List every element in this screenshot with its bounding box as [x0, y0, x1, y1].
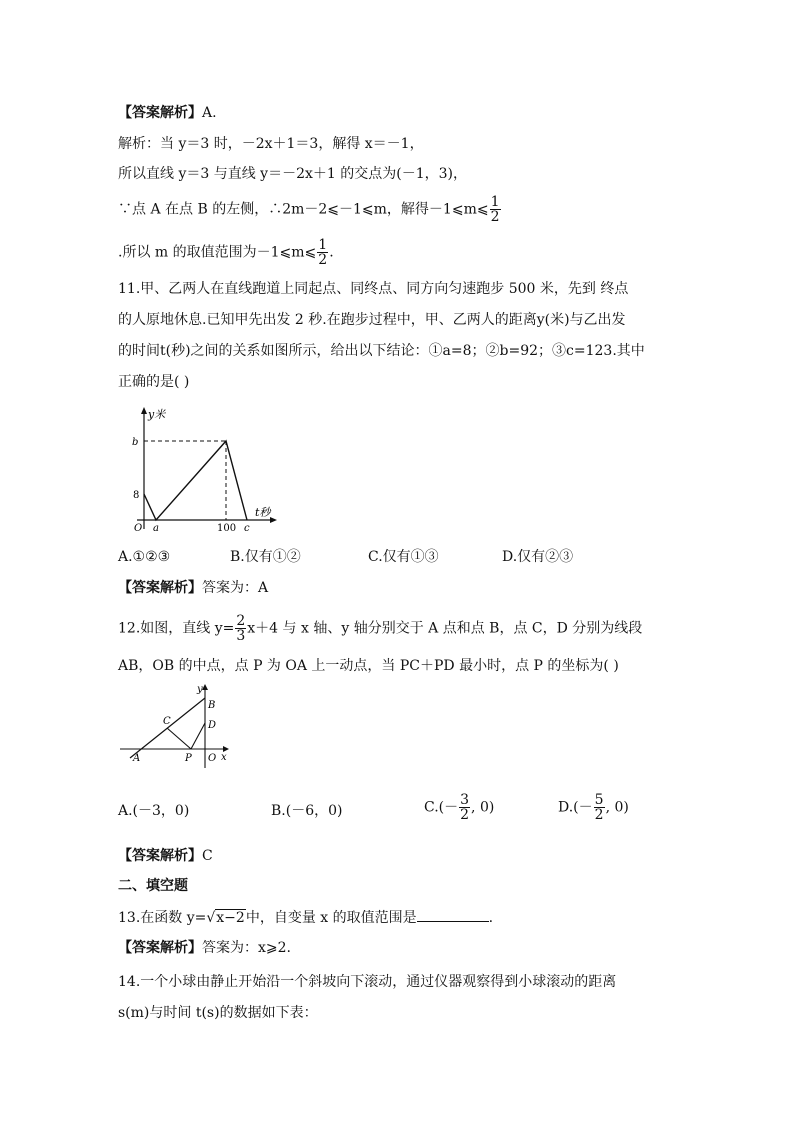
q12-text-1: [118, 614, 642, 643]
origin-label: O: [208, 753, 217, 764]
q10-explain-2: 所以直线 y＝3 与直线 y＝－2x＋1 的交点为(－1，3)，: [118, 166, 467, 182]
y-axis-arrow: [141, 407, 147, 414]
fraction-numerator: 1: [490, 194, 500, 210]
option-c-fraction: [459, 793, 470, 822]
sqrt-sign: √: [206, 910, 216, 926]
a-label: a: [153, 523, 159, 534]
option-c-post: , 0): [471, 799, 495, 816]
q14-text-2: s(m)与时间 t(s)的数据如下表：: [118, 1005, 318, 1021]
q10-explain-3: [118, 195, 502, 224]
y-label: y: [197, 684, 203, 695]
q12-figure: [115, 680, 240, 770]
q10-fraction-1: [490, 195, 501, 224]
c-label: c: [244, 523, 250, 534]
q13-period: .: [488, 910, 494, 926]
q12-text-2: AB，OB 的中点，点 P 为 OA 上一动点，当 PC＋PD 最小时，点 P 的坐标为( ): [118, 658, 619, 674]
fraction-numerator: 5: [594, 792, 604, 808]
fraction-denominator: 2: [318, 252, 328, 268]
fraction-denominator: 2: [460, 807, 470, 823]
q10-explain-3-text: ∵点 A 在点 B 的左侧，∴2m－2⩽－1⩽m，解得－1⩽m⩽: [118, 201, 489, 218]
point-b-label: B: [208, 700, 216, 711]
x-label: x: [221, 752, 227, 763]
q11-text-1: 11.甲、乙两人在直线跑道上同起点、同终点、同方向匀速跑步 500 米，先到 终点: [118, 281, 629, 297]
q10-explain-4: [118, 238, 334, 267]
q13-pre: 13.在函数 y=: [118, 910, 207, 926]
q11-option-c: C.仅有①③: [368, 549, 439, 565]
q11-answer-line: [118, 578, 268, 598]
answer-label: 【答案解析】: [118, 105, 202, 121]
q12-answer-line: [118, 846, 213, 866]
q11-option-d: D.仅有②③: [502, 549, 574, 565]
q13-text: [118, 907, 493, 928]
q12-option-b: B.(－6，0): [271, 803, 343, 819]
option-d-post: , 0): [605, 799, 629, 816]
b-label: b: [132, 437, 139, 448]
q10-fraction-2: [317, 238, 328, 267]
q12-option-d: [558, 793, 629, 822]
q10-explain-1: 解析：当 y＝3 时，－2x＋1＝3，解得 x＝－1，: [118, 136, 424, 152]
q13-radicand: x−2: [216, 910, 245, 926]
q11-answer: 答案为：A: [202, 580, 269, 596]
answer-label: 【答案解析】: [118, 940, 202, 956]
fraction-denominator: 3: [236, 628, 246, 644]
q11-text-3: 的时间t(秒)之间的关系如图所示，给出以下结论：①a=8；②b=92；③c=123.其中: [118, 343, 645, 359]
q10-answer: A.: [202, 105, 217, 121]
point-d-label: D: [208, 720, 217, 731]
q13-answer-line: [118, 938, 291, 958]
point-c-label: C: [163, 716, 171, 727]
option-d-fraction: [594, 793, 605, 822]
q14-text-1: 14.一个小球由静止开始沿一个斜坡向下滚动，通过仪器观察得到小球滚动的距离: [118, 974, 617, 990]
hundred-label: 100: [217, 523, 237, 534]
segment-cp: [167, 728, 191, 749]
q13-answer-blank: [417, 907, 489, 922]
x-axis-label: t秒: [255, 506, 271, 519]
origin-label: O: [134, 523, 143, 534]
q11-option-a: A.①②③: [118, 549, 171, 565]
option-c-pre: C.(－: [424, 799, 459, 816]
fraction-numerator: 2: [236, 613, 246, 629]
q11-text-4: 正确的是( ): [118, 374, 190, 390]
q10-explain-4-text: .所以 m 的取值范围为－1⩽m⩽: [118, 244, 317, 261]
q11-option-b: B.仅有①②: [230, 549, 301, 565]
section-fill-in-title: 二、填空题: [118, 878, 188, 894]
q13-answer: 答案为：x⩾2.: [202, 940, 291, 956]
q12-option-c: [424, 793, 494, 822]
q13-post: 中，自变量 x 的取值范围是: [245, 910, 417, 926]
q12-text-1-pre: 12.如图，直线 y=: [118, 620, 235, 637]
q11-distance-time-graph: [115, 405, 285, 537]
q12-option-a: A.(－3，0): [118, 803, 190, 819]
fraction-numerator: 3: [460, 792, 470, 808]
fraction-numerator: 1: [318, 237, 328, 253]
q11-text-2: 的人原地休息.已知甲先出发 2 秒.在跑步过程中，甲、乙两人的距离y(米)与乙出发: [118, 312, 626, 328]
y-axis-arrow: [202, 684, 208, 690]
y-axis-label: y米: [148, 408, 166, 421]
segment-pd: [191, 723, 205, 749]
q10-answer-line: [118, 103, 217, 123]
distance-graph-line: [144, 441, 247, 520]
answer-label: 【答案解析】: [118, 848, 202, 864]
fraction-denominator: 2: [490, 209, 500, 225]
x-axis-arrow: [270, 517, 277, 523]
fraction-denominator: 2: [594, 807, 604, 823]
point-a-label: A: [133, 753, 141, 764]
point-p-label: P: [185, 753, 192, 764]
q12-text-1-post: x＋4 与 x 轴、y 轴分别交于 A 点和点 B，点 C，D 分别为线段: [247, 620, 643, 637]
q12-fraction: [235, 614, 246, 643]
option-d-pre: D.(－: [558, 799, 593, 816]
q10-period: .: [329, 244, 334, 261]
q12-answer: C: [202, 848, 213, 864]
eight-label: 8: [133, 490, 140, 501]
answer-label: 【答案解析】: [118, 580, 202, 596]
